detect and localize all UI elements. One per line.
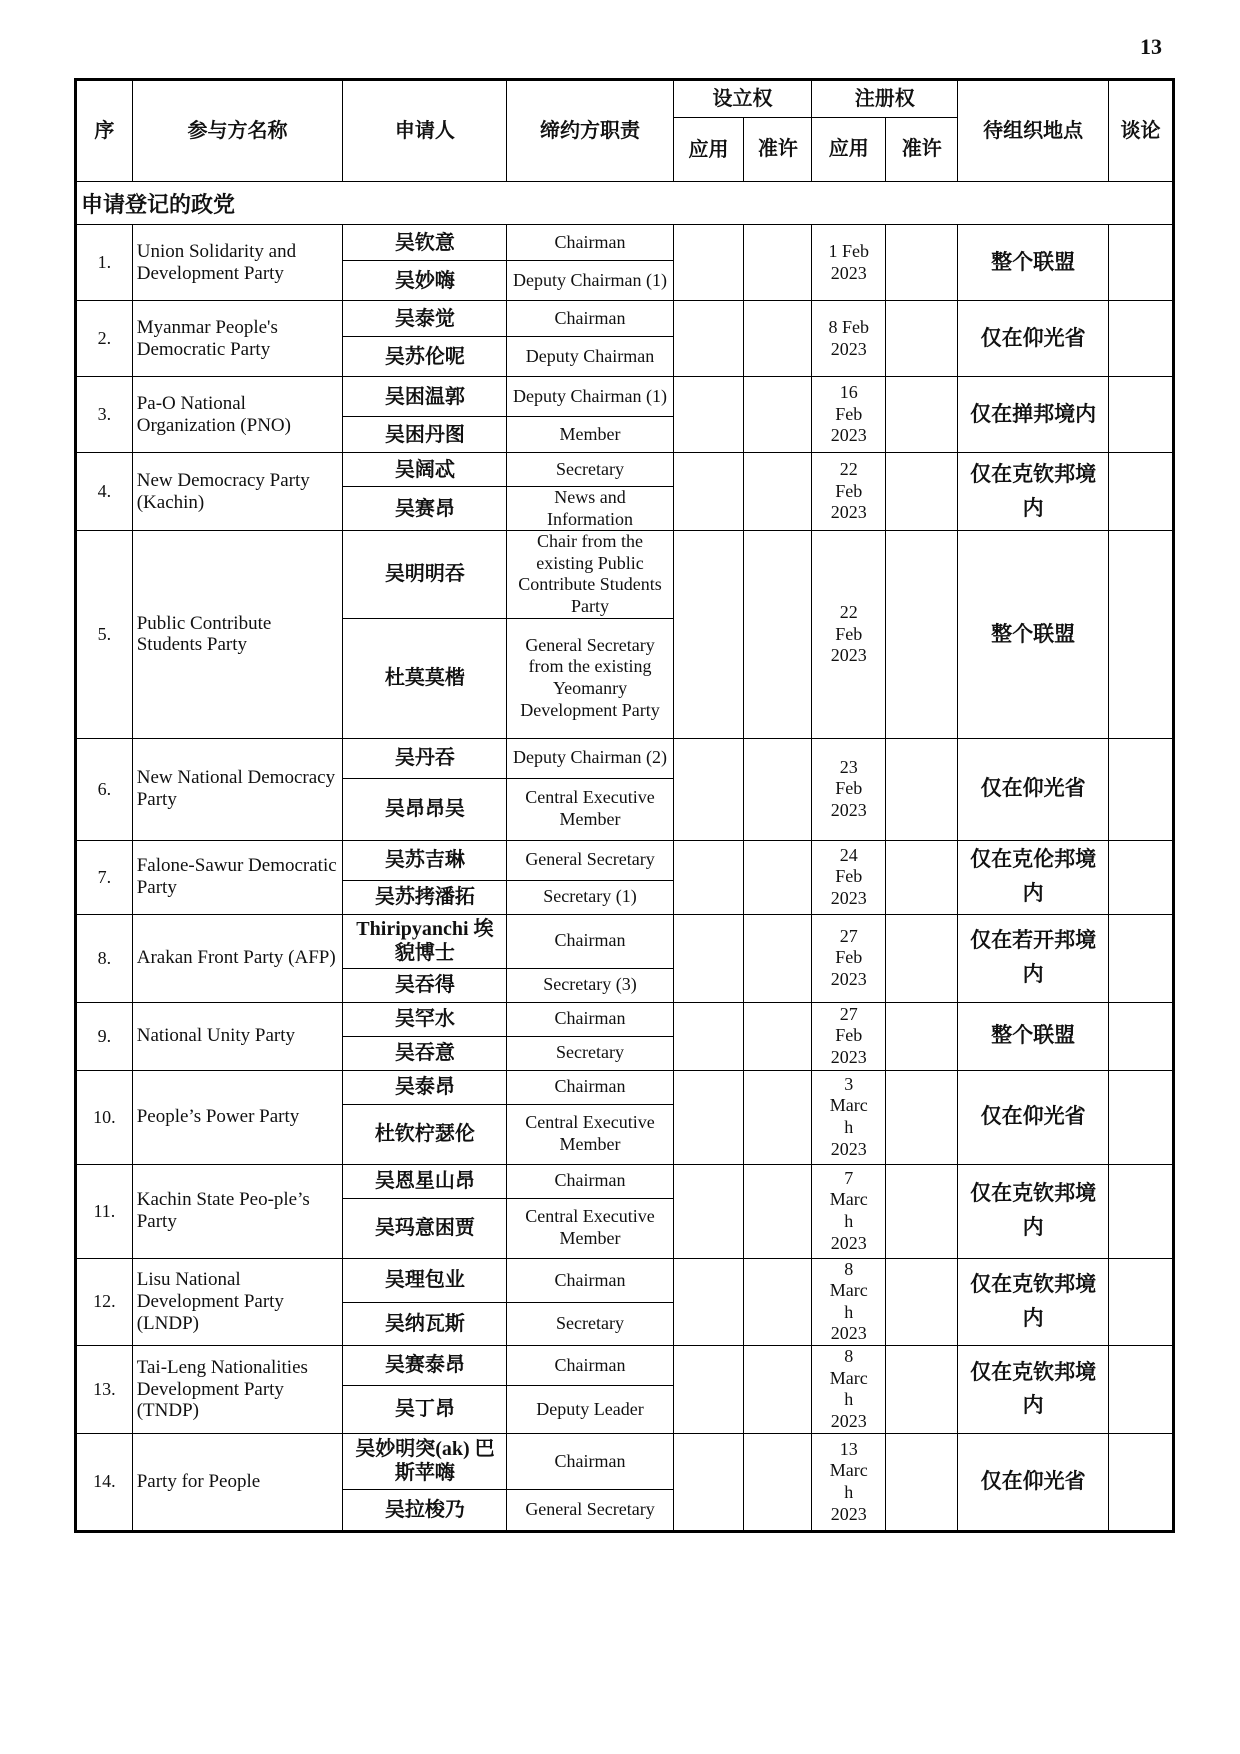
party-name: Party for People [132,1433,343,1531]
header-location: 待组织地点 [958,80,1109,182]
applicant-name: 吴拉梭乃 [343,1489,507,1531]
register-grant-cell [886,301,958,377]
establish-grant-cell [744,1433,812,1531]
applicant-name: Thiripyanchi 埃貌博士 [343,914,507,968]
row-number: 5. [76,531,133,738]
applicant-name: 杜钦柠瑟伦 [343,1104,507,1164]
establish-grant-cell [744,301,812,377]
location: 整个联盟 [958,225,1109,301]
register-grant-cell [886,377,958,453]
row-number: 9. [76,1002,133,1070]
party-name: Arakan Front Party (AFP) [132,914,343,1002]
table-row [76,377,1174,417]
row-number: 1. [76,225,133,301]
location: 仅在仰光省 [958,1070,1109,1164]
applicant-role: Chairman [507,301,673,337]
establish-grant-cell [744,377,812,453]
applicant-role: Secretary (3) [507,968,673,1002]
table-row [76,1345,1174,1385]
date-text: 8 Marc h 2023 [829,1258,868,1344]
applicant-name: 吴苏拷潘拓 [343,880,507,914]
register-grant-cell [886,1433,958,1531]
establish-grant-cell [744,225,812,301]
establish-apply-cell [673,1070,744,1164]
applicant-name: 吴吞得 [343,968,507,1002]
table-row [76,301,1174,337]
applicant-role: General Secretary from the existing Yeomanry Development Party [507,618,673,738]
register-apply-date [812,1164,886,1258]
header-applicant: 申请人 [343,80,507,182]
table-row [76,840,1174,880]
party-name: National Unity Party [132,1002,343,1070]
register-apply-date [812,914,886,1002]
register-apply-date [812,453,886,531]
discuss-cell [1109,914,1174,1002]
row-number: 11. [76,1164,133,1258]
date-text: 27 Feb 2023 [830,1003,867,1067]
header-register: 注册权 [812,80,958,118]
table-row [76,1433,1174,1489]
applicant-role: Deputy Chairman (1) [507,261,673,301]
row-number: 12. [76,1258,133,1345]
party-name: Tai-Leng Nationalities Development Party (TNDP) [132,1345,343,1433]
applicant-name: 吴赛泰昂 [343,1345,507,1385]
date-text: 8 Marc h 2023 [829,1346,868,1432]
location: 仅在克钦邦境内 [958,1164,1109,1258]
discuss-cell [1109,1433,1174,1531]
table-row [76,531,1174,618]
establish-apply-cell [673,738,744,840]
establish-apply-cell [673,531,744,738]
establish-apply-cell [673,301,744,377]
date-text: 24 Feb 2023 [830,844,867,908]
date-text: 23 Feb 2023 [830,756,867,820]
location: 仅在仰光省 [958,1433,1109,1531]
header-establish-apply: 应用 [673,118,744,182]
applicant-name: 吴罕水 [343,1002,507,1036]
party-name: New Democracy Party (Kachin) [132,453,343,531]
party-name: New National Democracy Party [132,738,343,840]
applicant-role: Deputy Chairman [507,337,673,377]
discuss-cell [1109,840,1174,914]
applicant-role: Central Executive Member [507,778,673,840]
establish-grant-cell [744,1164,812,1258]
applicant-role: General Secretary [507,1489,673,1531]
party-name: Public Contribute Students Party [132,531,343,738]
applicant-role: Secretary [507,1036,673,1070]
establish-grant-cell [744,1002,812,1070]
row-number: 14. [76,1433,133,1531]
row-number: 10. [76,1070,133,1164]
header-establish: 设立权 [673,80,812,118]
applicant-role: Chairman [507,1002,673,1036]
register-grant-cell [886,1164,958,1258]
applicant-name: 吴恩星山昂 [343,1164,507,1198]
register-grant-cell [886,1345,958,1433]
applicant-name: 杜莫莫楷 [343,618,507,738]
register-grant-cell [886,225,958,301]
establish-apply-cell [673,914,744,1002]
discuss-cell [1109,377,1174,453]
applicant-name: 吴吞意 [343,1036,507,1070]
header-seq: 序 [76,80,133,182]
establish-grant-cell [744,1070,812,1164]
applicant-name: 吴阔忒 [343,453,507,487]
header-establish-grant: 准许 [744,118,812,182]
applicant-role: Secretary (1) [507,880,673,914]
location: 仅在克伦邦境内 [958,840,1109,914]
header-party: 参与方名称 [132,80,343,182]
page-number: 13 [1140,34,1162,59]
register-apply-date [812,738,886,840]
register-apply-date [812,1433,886,1531]
date-text: 7 Marc h 2023 [829,1167,868,1253]
register-grant-cell [886,1002,958,1070]
party-name: Lisu National Development Party (LNDP) [132,1258,343,1345]
applicant-role: Deputy Leader [507,1385,673,1433]
date-text: 13 Marc h 2023 [829,1438,868,1524]
applicant-name: 吴妙嗨 [343,261,507,301]
location: 仅在仰光省 [958,738,1109,840]
applicant-name: 吴困丹图 [343,417,507,453]
applicant-name: 吴赛昂 [343,487,507,531]
register-apply-date [812,377,886,453]
applicant-role: Chair from the existing Public Contribute Students Party [507,531,673,618]
table-row [76,1258,1174,1303]
date-text: 1 Feb 2023 [828,240,870,283]
header-discuss: 谈论 [1109,80,1174,182]
establish-apply-cell [673,1433,744,1531]
row-number: 3. [76,377,133,453]
discuss-cell [1109,225,1174,301]
establish-apply-cell [673,225,744,301]
applicant-role: Member [507,417,673,453]
location: 整个联盟 [958,531,1109,738]
establish-grant-cell [744,1258,812,1345]
party-name: Kachin State Peo-ple’s Party [132,1164,343,1258]
register-grant-cell [886,914,958,1002]
establish-apply-cell [673,1345,744,1433]
register-grant-cell [886,453,958,531]
applicant-name: 吴妙明突(ak) 巴斯苹嗨 [343,1433,507,1489]
date-text: 22 Feb 2023 [830,459,867,523]
register-grant-cell [886,840,958,914]
register-apply-date [812,225,886,301]
date-text: 27 Feb 2023 [830,925,867,989]
applicant-name: 吴苏伦呢 [343,337,507,377]
applicant-role: Deputy Chairman (2) [507,738,673,778]
discuss-cell [1109,738,1174,840]
table-row [76,453,1174,487]
applicant-role: Secretary [507,1303,673,1346]
party-name: Falone-Sawur Democratic Party [132,840,343,914]
applicant-role: Central Executive Member [507,1198,673,1258]
register-apply-date [812,1345,886,1433]
discuss-cell [1109,453,1174,531]
register-apply-date [812,531,886,738]
register-apply-date [812,1002,886,1070]
discuss-cell [1109,1164,1174,1258]
table-row [76,225,1174,261]
location: 仅在克钦邦境内 [958,1258,1109,1345]
applicant-role: Central Executive Member [507,1104,673,1164]
row-number: 4. [76,453,133,531]
row-number: 2. [76,301,133,377]
register-apply-date [812,1070,886,1164]
row-number: 7. [76,840,133,914]
discuss-cell [1109,1002,1174,1070]
party-name: Union Solidarity and Development Party [132,225,343,301]
establish-grant-cell [744,531,812,738]
applicant-role: General Secretary [507,840,673,880]
applicant-name: 吴昂昂吴 [343,778,507,840]
location: 整个联盟 [958,1002,1109,1070]
date-text: 16 Feb 2023 [830,382,867,446]
applicant-name: 吴困温郭 [343,377,507,417]
establish-grant-cell [744,840,812,914]
establish-apply-cell [673,377,744,453]
establish-apply-cell [673,840,744,914]
register-grant-cell [886,738,958,840]
establish-apply-cell [673,1258,744,1345]
location: 仅在克钦邦境内 [958,1345,1109,1433]
applicant-name: 吴明明吞 [343,531,507,618]
header-register-grant: 准许 [886,118,958,182]
applicant-name: 吴玛意困贾 [343,1198,507,1258]
applicant-role: News and Information [507,487,673,531]
register-grant-cell [886,1258,958,1345]
party-name: People’s Power Party [132,1070,343,1164]
applicant-name: 吴钦意 [343,225,507,261]
row-number: 13. [76,1345,133,1433]
applicant-name: 吴丹吞 [343,738,507,778]
discuss-cell [1109,1345,1174,1433]
applicant-role: Chairman [507,1258,673,1303]
establish-grant-cell [744,1345,812,1433]
applicant-name: 吴纳瓦斯 [343,1303,507,1346]
location: 仅在仰光省 [958,301,1109,377]
location: 仅在克钦邦境内 [958,453,1109,531]
party-name: Myanmar People's Democratic Party [132,301,343,377]
table-row [76,738,1174,778]
register-apply-date [812,301,886,377]
applicant-name: 吴苏吉琳 [343,840,507,880]
establish-grant-cell [744,914,812,1002]
establish-apply-cell [673,453,744,531]
header-register-apply: 应用 [812,118,886,182]
applicant-role: Chairman [507,1433,673,1489]
applicant-name: 吴泰昂 [343,1070,507,1104]
discuss-cell [1109,1070,1174,1164]
location: 仅在若开邦境内 [958,914,1109,1002]
applicant-name: 吴理包业 [343,1258,507,1303]
row-number: 8. [76,914,133,1002]
applicant-role: Chairman [507,1070,673,1104]
applicant-role: Chairman [507,914,673,968]
table-row [76,1070,1174,1104]
establish-apply-cell [673,1164,744,1258]
applicant-name: 吴泰觉 [343,301,507,337]
applicant-role: Chairman [507,1345,673,1385]
discuss-cell [1109,301,1174,377]
applicant-role: Deputy Chairman (1) [507,377,673,417]
applicant-name: 吴丁昂 [343,1385,507,1433]
applicant-role: Secretary [507,453,673,487]
establish-apply-cell [673,1002,744,1070]
party-registration-table [74,78,1175,1533]
table-row [76,1002,1174,1036]
header-role: 缔约方职责 [507,80,673,182]
discuss-cell [1109,531,1174,738]
date-text: 22 Feb 2023 [830,601,867,666]
applicant-role: Chairman [507,225,673,261]
table-row [76,914,1174,968]
date-text: 8 Feb 2023 [828,316,870,359]
table-row [76,1164,1174,1198]
establish-grant-cell [744,453,812,531]
discuss-cell [1109,1258,1174,1345]
row-number: 6. [76,738,133,840]
date-text: 3 Marc h 2023 [829,1073,868,1159]
establish-grant-cell [744,738,812,840]
register-grant-cell [886,1070,958,1164]
section-title: 申请登记的政党 [76,182,1174,225]
register-apply-date [812,1258,886,1345]
party-name: Pa-O National Organization (PNO) [132,377,343,453]
location: 仅在掸邦境内 [958,377,1109,453]
register-apply-date [812,840,886,914]
applicant-role: Chairman [507,1164,673,1198]
register-grant-cell [886,531,958,738]
